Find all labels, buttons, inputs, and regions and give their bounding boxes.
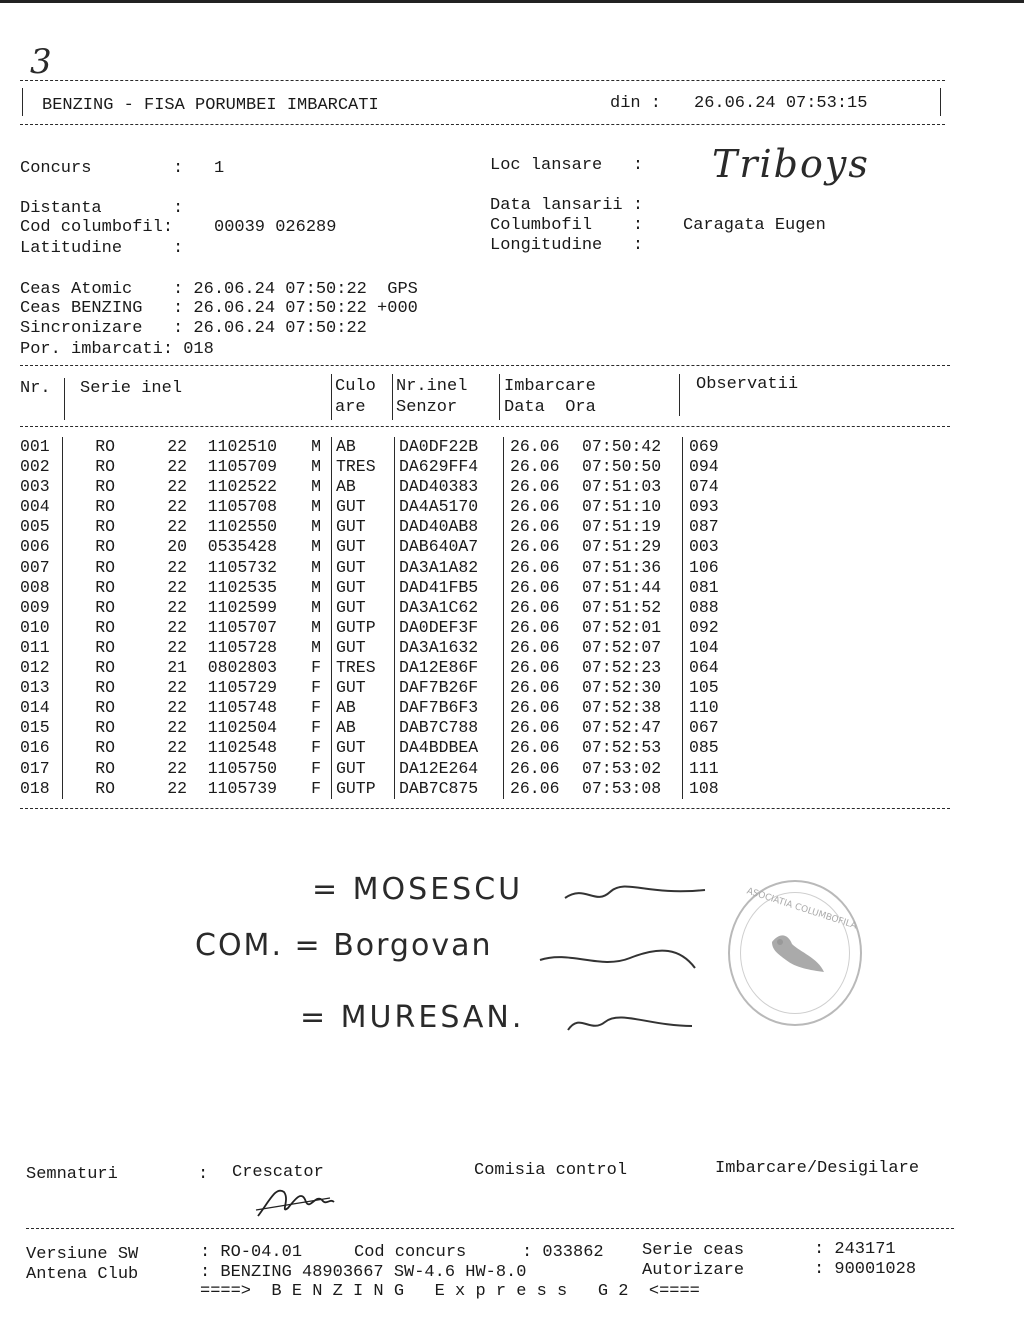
row-year: 22 bbox=[167, 778, 187, 798]
row-time: 07:51:29 bbox=[582, 537, 683, 557]
row-ring-number: 1102535 bbox=[207, 577, 277, 597]
row-sex: M bbox=[311, 637, 321, 657]
row-serie-inel bbox=[63, 618, 332, 638]
antena-club-value: : BENZING 48903667 SW-4.6 HW-8.0 bbox=[200, 1263, 527, 1282]
row-year: 21 bbox=[167, 658, 187, 678]
row-date: 26.06 bbox=[510, 497, 560, 517]
row-country: RO bbox=[95, 497, 115, 517]
row-date: 26.06 bbox=[510, 718, 560, 738]
loc-lansare-label: Loc lansare : bbox=[490, 156, 644, 175]
row-sex: M bbox=[311, 577, 321, 597]
row-time: 07:52:07 bbox=[582, 638, 683, 658]
col-header-nr-inel: Nr.inel bbox=[396, 377, 468, 396]
row-nr: 013 bbox=[20, 678, 63, 698]
row-sensor: DAD41FB5 bbox=[395, 578, 504, 598]
row-ring-number: 0535428 bbox=[207, 537, 277, 557]
row-date: 26.06 bbox=[510, 758, 560, 778]
row-nr: 001 bbox=[20, 437, 63, 457]
row-time: 07:51:03 bbox=[582, 477, 683, 497]
row-sex: F bbox=[311, 778, 321, 798]
row-date: 26.06 bbox=[510, 557, 560, 577]
row-time: 07:52:47 bbox=[582, 718, 683, 738]
row-date: 26.06 bbox=[510, 457, 560, 477]
row-serie-inel bbox=[63, 698, 332, 718]
row-color: TRES bbox=[332, 658, 395, 678]
row-observatii: 087 bbox=[689, 517, 719, 537]
header-divider bbox=[392, 374, 393, 420]
row-sex: F bbox=[311, 758, 321, 778]
print-date: 26.06.24 07:53:15 bbox=[694, 94, 868, 113]
row-country: RO bbox=[95, 457, 115, 477]
semnaturi-label: Semnaturi bbox=[26, 1165, 118, 1184]
row-year: 22 bbox=[167, 758, 187, 778]
club-stamp bbox=[728, 880, 862, 1026]
row-country: RO bbox=[95, 557, 115, 577]
row-serie-inel bbox=[63, 658, 332, 678]
row-color: AB bbox=[332, 698, 395, 718]
row-serie-inel bbox=[63, 457, 332, 477]
row-sex: M bbox=[311, 437, 321, 456]
row-sensor: DA3A1632 bbox=[395, 638, 504, 658]
header-divider bbox=[331, 374, 332, 420]
row-time: 07:51:44 bbox=[582, 578, 683, 598]
row-nr: 012 bbox=[20, 658, 63, 678]
table-row bbox=[20, 718, 749, 738]
row-serie-inel bbox=[63, 517, 332, 537]
row-country: RO bbox=[95, 758, 115, 778]
row-nr: 010 bbox=[20, 618, 63, 638]
row-sex: F bbox=[311, 678, 321, 698]
table-row bbox=[20, 517, 749, 537]
row-ring-number: 1102522 bbox=[207, 477, 277, 497]
table-row bbox=[20, 779, 749, 799]
table-row bbox=[20, 578, 749, 598]
row-ring-number: 1105728 bbox=[207, 637, 277, 657]
row-country: RO bbox=[95, 678, 115, 698]
row-sensor: DA0DEF3F bbox=[395, 618, 504, 638]
handwritten-signature-mark bbox=[560, 1008, 700, 1038]
serie-ceas-label: Serie ceas bbox=[642, 1241, 745, 1260]
row-observatii: 093 bbox=[689, 497, 719, 517]
row-year: 22 bbox=[167, 637, 187, 657]
row-ring-number: 1102548 bbox=[207, 738, 277, 758]
row-date: 26.06 bbox=[510, 517, 560, 537]
row-color: GUT bbox=[332, 578, 395, 598]
table-row bbox=[20, 618, 749, 638]
footer-top-border bbox=[26, 1228, 954, 1229]
row-year: 22 bbox=[167, 497, 187, 517]
col-header-nr: Nr. bbox=[20, 379, 51, 398]
row-sex: M bbox=[311, 497, 321, 517]
crescator-signature bbox=[250, 1180, 340, 1224]
row-time: 07:51:52 bbox=[582, 598, 683, 618]
row-observatii: 088 bbox=[689, 597, 719, 617]
row-time: 07:50:42 bbox=[582, 437, 683, 457]
row-color: GUTP bbox=[332, 779, 395, 799]
row-date: 26.06 bbox=[510, 477, 560, 497]
row-sensor: DAB640A7 bbox=[395, 537, 504, 557]
row-country: RO bbox=[95, 577, 115, 597]
row-sex: M bbox=[311, 517, 321, 537]
row-color: AB bbox=[332, 477, 395, 497]
table-row bbox=[20, 537, 749, 557]
sincronizare: Sincronizare : 26.06.24 07:50:22 bbox=[20, 319, 367, 338]
row-sensor: DA3A1C62 bbox=[395, 598, 504, 618]
row-sex: F bbox=[311, 658, 321, 678]
row-serie-inel bbox=[63, 558, 332, 578]
row-nr: 005 bbox=[20, 517, 63, 537]
row-serie-inel bbox=[63, 437, 332, 457]
row-nr: 003 bbox=[20, 477, 63, 497]
table-row bbox=[20, 658, 749, 678]
header-left-border bbox=[22, 88, 23, 116]
header-divider bbox=[679, 374, 680, 416]
page-number: 3 bbox=[30, 42, 52, 82]
cod-concurs-label: Cod concurs bbox=[354, 1243, 467, 1262]
table-row bbox=[20, 497, 749, 517]
row-sex: F bbox=[311, 718, 321, 738]
row-year: 22 bbox=[167, 577, 187, 597]
table-row bbox=[20, 477, 749, 497]
row-date: 26.06 bbox=[510, 738, 560, 758]
data-lansarii-label: Data lansarii : bbox=[490, 196, 644, 215]
row-nr: 004 bbox=[20, 497, 63, 517]
crescator-label: Crescator bbox=[232, 1163, 324, 1182]
row-ring-number: 1105709 bbox=[207, 457, 277, 477]
columbofil-label: Columbofil : bbox=[490, 216, 644, 235]
row-observatii: 092 bbox=[689, 617, 719, 637]
row-serie-inel bbox=[63, 678, 332, 698]
row-time: 07:51:10 bbox=[582, 497, 683, 517]
row-time: 07:52:38 bbox=[582, 698, 683, 718]
row-time: 07:52:53 bbox=[582, 738, 683, 758]
autorizare-value: : 90001028 bbox=[814, 1260, 917, 1279]
benzing-banner: ====> B E N Z I N G E x p r e s s G 2 <==== bbox=[200, 1282, 700, 1301]
versiune-sw-label: Versiune SW bbox=[26, 1245, 139, 1264]
row-year: 22 bbox=[167, 698, 187, 718]
row-ring-number: 1102550 bbox=[207, 517, 277, 537]
row-nr: 014 bbox=[20, 698, 63, 718]
row-serie-inel bbox=[63, 578, 332, 598]
semnaturi-colon: : bbox=[198, 1165, 209, 1184]
row-sensor: DA629FF4 bbox=[395, 457, 504, 477]
row-serie-inel bbox=[63, 598, 332, 618]
row-year: 22 bbox=[167, 738, 187, 758]
row-sensor: DAD40AB8 bbox=[395, 517, 504, 537]
row-color: GUTP bbox=[332, 618, 395, 638]
row-country: RO bbox=[95, 637, 115, 657]
row-time: 07:50:50 bbox=[582, 457, 683, 477]
row-ring-number: 1105707 bbox=[207, 617, 277, 637]
cod-concurs-value: : 033862 bbox=[522, 1243, 604, 1262]
row-sensor: DAF7B26F bbox=[395, 678, 504, 698]
row-ring-number: 1102510 bbox=[207, 437, 277, 456]
row-ring-number: 1105748 bbox=[207, 698, 277, 718]
row-sex: M bbox=[311, 617, 321, 637]
document-title: BENZING - FISA PORUMBEI IMBARCATI bbox=[42, 96, 379, 115]
row-observatii: 085 bbox=[689, 738, 719, 758]
row-ring-number: 1105708 bbox=[207, 497, 277, 517]
row-observatii: 104 bbox=[689, 637, 719, 657]
header-bottom-border bbox=[20, 124, 945, 125]
col-header-data-ora: Data Ora bbox=[504, 398, 596, 417]
serie-ceas-value: : 243171 bbox=[814, 1240, 896, 1259]
concurs-label: Concurs : bbox=[20, 159, 184, 178]
row-color: AB bbox=[332, 718, 395, 738]
table-row bbox=[20, 598, 749, 618]
row-ring-number: 1102504 bbox=[207, 718, 277, 738]
row-year: 22 bbox=[167, 477, 187, 497]
row-nr: 011 bbox=[20, 638, 63, 658]
distanta-label: Distanta : bbox=[20, 199, 184, 218]
row-sensor: DA12E86F bbox=[395, 658, 504, 678]
antena-club-label: Antena Club bbox=[26, 1265, 139, 1284]
header-divider bbox=[499, 374, 500, 420]
header-divider bbox=[64, 378, 65, 420]
row-sex: M bbox=[311, 537, 321, 557]
row-serie-inel bbox=[63, 537, 332, 557]
row-color: TRES bbox=[332, 457, 395, 477]
row-country: RO bbox=[95, 517, 115, 537]
row-observatii: 106 bbox=[689, 557, 719, 577]
table-row bbox=[20, 678, 749, 698]
row-date: 26.06 bbox=[510, 537, 560, 557]
col-header-senzor: Senzor bbox=[396, 398, 458, 417]
row-country: RO bbox=[95, 617, 115, 637]
row-nr: 006 bbox=[20, 537, 63, 557]
row-time: 07:52:01 bbox=[582, 618, 683, 638]
row-observatii: 067 bbox=[689, 718, 719, 738]
row-year: 20 bbox=[167, 537, 187, 557]
handwritten-note-3: = MURESAN. bbox=[300, 1000, 550, 1035]
row-color: GUT bbox=[332, 598, 395, 618]
por-imbarcati: Por. imbarcati: 018 bbox=[20, 340, 214, 359]
concurs-value: 1 bbox=[214, 159, 225, 178]
row-date: 26.06 bbox=[510, 617, 560, 637]
stamp-text: ASOCIATIA COLUMBOFILA bbox=[745, 886, 858, 932]
table-row bbox=[20, 759, 749, 779]
row-observatii: 110 bbox=[689, 698, 719, 718]
row-ring-number: 1102599 bbox=[207, 597, 277, 617]
row-country: RO bbox=[95, 778, 115, 798]
row-time: 07:53:02 bbox=[582, 759, 683, 779]
row-year: 22 bbox=[167, 517, 187, 537]
table-header-bottom-border bbox=[20, 426, 950, 427]
row-nr: 007 bbox=[20, 558, 63, 578]
row-sex: M bbox=[311, 557, 321, 577]
row-observatii: 081 bbox=[689, 577, 719, 597]
versiune-sw-value: : RO-04.01 bbox=[200, 1243, 303, 1262]
row-nr: 008 bbox=[20, 578, 63, 598]
row-serie-inel bbox=[63, 738, 332, 758]
row-sensor: DA3A1A82 bbox=[395, 558, 504, 578]
row-sex: M bbox=[311, 457, 321, 477]
cod-columbofil-label: Cod columbofil: bbox=[20, 218, 174, 237]
longitudine-label: Longitudine : bbox=[490, 236, 644, 255]
row-nr: 002 bbox=[20, 457, 63, 477]
row-color: GUT bbox=[332, 678, 395, 698]
row-country: RO bbox=[95, 718, 115, 738]
pigeon-table bbox=[20, 437, 749, 799]
row-nr: 009 bbox=[20, 598, 63, 618]
table-header-top-border bbox=[20, 365, 950, 366]
row-year: 22 bbox=[167, 457, 187, 477]
table-bottom-border bbox=[20, 808, 950, 809]
row-country: RO bbox=[95, 437, 115, 456]
row-country: RO bbox=[95, 738, 115, 758]
row-color: GUT bbox=[332, 497, 395, 517]
row-color: GUT bbox=[332, 517, 395, 537]
table-row bbox=[20, 638, 749, 658]
row-sensor: DA0DF22B bbox=[395, 437, 504, 457]
header-top-border bbox=[20, 80, 945, 81]
row-country: RO bbox=[95, 477, 115, 497]
row-date: 26.06 bbox=[510, 698, 560, 718]
row-date: 26.06 bbox=[510, 597, 560, 617]
handwritten-note-1: = MOSESCU bbox=[312, 872, 549, 907]
row-year: 22 bbox=[167, 557, 187, 577]
row-sensor: DAF7B6F3 bbox=[395, 698, 504, 718]
scan-edge bbox=[0, 0, 1024, 3]
row-country: RO bbox=[95, 537, 115, 557]
row-serie-inel bbox=[63, 779, 332, 799]
row-time: 07:51:36 bbox=[582, 558, 683, 578]
row-serie-inel bbox=[63, 718, 332, 738]
row-year: 22 bbox=[167, 597, 187, 617]
row-date: 26.06 bbox=[510, 658, 560, 678]
row-sex: F bbox=[311, 738, 321, 758]
col-header-observatii: Observatii bbox=[696, 375, 799, 394]
header-right-border bbox=[940, 88, 941, 116]
row-time: 07:52:23 bbox=[582, 658, 683, 678]
row-nr: 015 bbox=[20, 718, 63, 738]
row-sex: M bbox=[311, 597, 321, 617]
cod-columbofil-value: 00039 026289 bbox=[214, 218, 337, 237]
row-serie-inel bbox=[63, 497, 332, 517]
row-year: 22 bbox=[167, 437, 187, 456]
row-serie-inel bbox=[63, 638, 332, 658]
row-observatii: 111 bbox=[689, 758, 719, 778]
row-observatii: 064 bbox=[689, 658, 719, 678]
table-row bbox=[20, 457, 749, 477]
handwritten-signature-mark bbox=[530, 940, 710, 980]
row-ring-number: 0802803 bbox=[207, 658, 277, 678]
row-nr: 016 bbox=[20, 738, 63, 758]
row-year: 22 bbox=[167, 718, 187, 738]
table-row bbox=[20, 738, 749, 758]
autorizare-label: Autorizare bbox=[642, 1261, 745, 1280]
columbofil-value: Caragata Eugen bbox=[683, 216, 826, 235]
row-nr: 017 bbox=[20, 759, 63, 779]
row-sensor: DAD40383 bbox=[395, 477, 504, 497]
row-sensor: DA4BDBEA bbox=[395, 738, 504, 758]
row-time: 07:53:08 bbox=[582, 779, 683, 799]
row-date: 26.06 bbox=[510, 577, 560, 597]
row-observatii: 105 bbox=[689, 678, 719, 698]
row-observatii: 069 bbox=[689, 437, 719, 456]
row-sensor: DA12E264 bbox=[395, 759, 504, 779]
row-color: GUT bbox=[332, 638, 395, 658]
ceas-atomic: Ceas Atomic : 26.06.24 07:50:22 GPS bbox=[20, 280, 418, 299]
row-time: 07:51:19 bbox=[582, 517, 683, 537]
row-observatii: 094 bbox=[689, 457, 719, 477]
row-ring-number: 1105729 bbox=[207, 678, 277, 698]
table-row bbox=[20, 437, 749, 457]
table-row bbox=[20, 558, 749, 578]
row-time: 07:52:30 bbox=[582, 678, 683, 698]
row-date: 26.06 bbox=[510, 637, 560, 657]
table-row bbox=[20, 698, 749, 718]
latitudine-label: Latitudine : bbox=[20, 239, 184, 258]
row-sex: M bbox=[311, 477, 321, 497]
col-header-are: are bbox=[335, 398, 366, 417]
row-date: 26.06 bbox=[510, 678, 560, 698]
handwritten-signature-mark bbox=[555, 876, 715, 916]
row-ring-number: 1105732 bbox=[207, 557, 277, 577]
loc-lansare-value: Triboys bbox=[712, 142, 870, 186]
comisia-control-label: Comisia control bbox=[474, 1161, 628, 1180]
row-observatii: 074 bbox=[689, 477, 719, 497]
row-color: GUT bbox=[332, 537, 395, 557]
row-ring-number: 1105739 bbox=[207, 778, 277, 798]
row-serie-inel bbox=[63, 759, 332, 779]
date-label: din : bbox=[610, 94, 662, 113]
col-header-culo: Culo bbox=[335, 377, 376, 396]
row-observatii: 003 bbox=[689, 537, 719, 557]
col-header-serie: Serie inel bbox=[80, 379, 183, 398]
row-nr: 018 bbox=[20, 779, 63, 799]
handwritten-note-2: COM. = Borgovan bbox=[195, 928, 516, 963]
ceas-benzing: Ceas BENZING : 26.06.24 07:50:22 +000 bbox=[20, 299, 418, 318]
row-sex: F bbox=[311, 698, 321, 718]
row-serie-inel bbox=[63, 477, 332, 497]
row-year: 22 bbox=[167, 678, 187, 698]
row-country: RO bbox=[95, 658, 115, 678]
row-year: 22 bbox=[167, 617, 187, 637]
row-sensor: DAB7C788 bbox=[395, 718, 504, 738]
row-date: 26.06 bbox=[510, 437, 560, 456]
row-color: AB bbox=[332, 437, 395, 457]
row-ring-number: 1105750 bbox=[207, 758, 277, 778]
row-color: GUT bbox=[332, 759, 395, 779]
col-header-imbarcare: Imbarcare bbox=[504, 377, 596, 396]
imbarcare-desigilare-label: Imbarcare/Desigilare bbox=[715, 1159, 920, 1178]
row-sensor: DA4A5170 bbox=[395, 497, 504, 517]
row-date: 26.06 bbox=[510, 778, 560, 798]
row-sensor: DAB7C875 bbox=[395, 779, 504, 799]
row-country: RO bbox=[95, 597, 115, 617]
row-color: GUT bbox=[332, 558, 395, 578]
row-observatii: 108 bbox=[689, 778, 719, 798]
row-country: RO bbox=[95, 698, 115, 718]
row-color: GUT bbox=[332, 738, 395, 758]
